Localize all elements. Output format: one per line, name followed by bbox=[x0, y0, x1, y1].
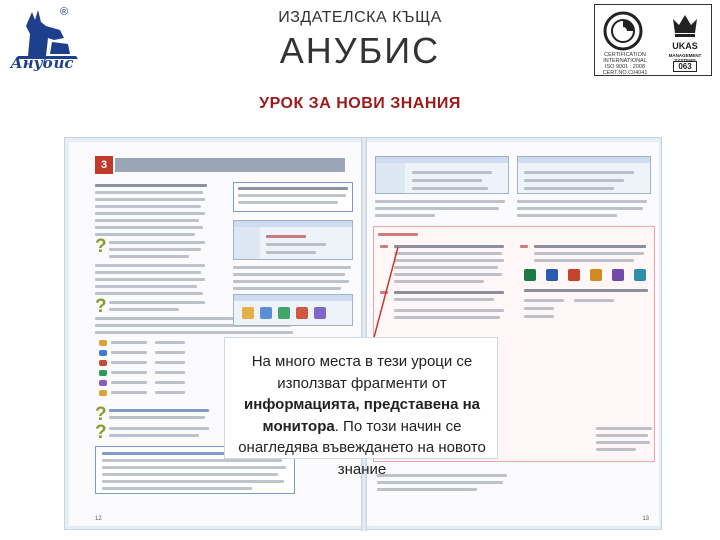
caption-part-2: . По този начин се онагледява въвеждането на новото знание bbox=[238, 417, 486, 478]
tip-box bbox=[233, 182, 353, 212]
question-icon: ? bbox=[95, 296, 107, 317]
caption-part-1: На много места в тези уроци се използват фрагменти от bbox=[251, 353, 473, 392]
caption-text bbox=[227, 351, 497, 480]
properties-screenshot bbox=[517, 156, 651, 194]
icons-screenshot bbox=[233, 294, 353, 326]
question-icon: ? bbox=[95, 422, 107, 443]
crown-icon bbox=[661, 9, 709, 39]
right-page-number: 13 bbox=[642, 516, 649, 522]
explorer-screenshot bbox=[375, 156, 509, 194]
logo-text: Анубис bbox=[10, 54, 74, 72]
chapter-number: 3 bbox=[95, 156, 113, 174]
question-icon: ? bbox=[95, 236, 107, 257]
cert-line-4: CERT.NO.CI/4041 bbox=[602, 70, 648, 76]
cert-line-3: ISO 9001 : 2008 bbox=[604, 64, 646, 70]
left-page-number: 12 bbox=[95, 516, 102, 522]
certification-seal-icon bbox=[603, 11, 643, 51]
registered-mark: ® bbox=[60, 6, 69, 18]
folder-window-screenshot bbox=[233, 220, 353, 260]
ukas-label: UKAS bbox=[672, 41, 698, 51]
caption-highlight: информацията, представена на монитора bbox=[243, 396, 481, 435]
ukas-mark bbox=[661, 9, 709, 73]
ukas-code: 063 bbox=[673, 61, 697, 72]
brand-title: АНУБИС bbox=[279, 30, 441, 71]
chapter-heading-bar bbox=[115, 158, 345, 172]
cert-line-1: CERTIFICATION bbox=[604, 52, 646, 58]
publisher-label: ИЗДАТЕЛСКА КЪЩА bbox=[278, 9, 442, 26]
question-icon: ? bbox=[95, 404, 107, 425]
ukas-sub: MANAGEMENT SYSTEMS bbox=[668, 53, 702, 63]
lesson-title: УРОК ЗА НОВИ ЗНАНИЯ bbox=[259, 95, 461, 112]
caption-callout bbox=[224, 337, 498, 478]
certification-badges bbox=[594, 4, 712, 76]
cert-line-2: INTERNATIONAL bbox=[603, 58, 647, 64]
